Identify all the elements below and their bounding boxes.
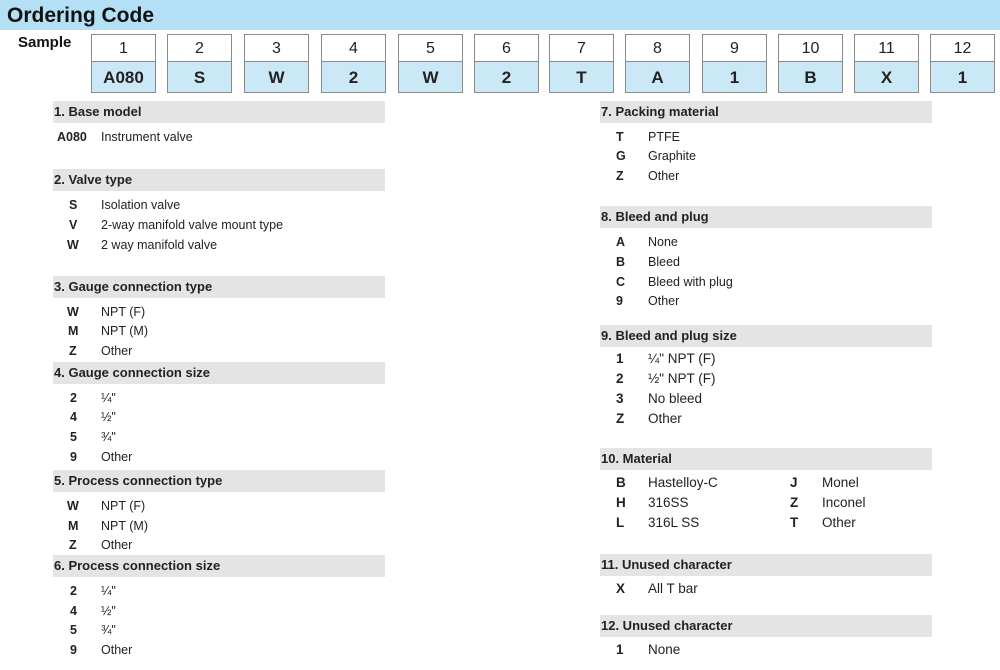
sample-box [778,34,843,93]
option-code: 2 [70,391,77,405]
option-description: Instrument valve [101,130,193,144]
section-heading: 2. Valve type [53,169,385,191]
sample-box [474,34,539,93]
option-description: None [648,235,678,249]
option-description: Graphite [648,149,696,163]
section-heading: 3. Gauge connection type [53,276,385,298]
sample-position: 10 [778,34,843,62]
option-description: PTFE [648,130,680,144]
option-description: ¼" [101,584,116,598]
option-code: T [616,130,624,144]
sample-value: 1 [702,62,767,93]
option-code: Z [616,169,624,183]
section-heading: 12. Unused character [600,615,932,637]
sample-position: 9 [702,34,767,62]
option-code: M [68,519,79,533]
option-code: A080 [57,130,87,144]
sample-position: 1 [91,34,156,62]
section-heading: 5. Process connection type [53,470,385,492]
sample-value: 1 [930,62,995,93]
option-description: Monel [822,475,859,490]
option-description: ½" NPT (F) [648,371,716,386]
sample-position: 3 [244,34,309,62]
sample-value: S [167,62,232,93]
sample-box [167,34,232,93]
option-description: 2 way manifold valve [101,238,218,252]
option-code: 4 [70,410,77,424]
option-description: NPT (M) [101,519,148,533]
option-code: 4 [70,604,77,618]
option-description: NPT (F) [101,305,146,319]
option-code: 2 [616,371,624,386]
option-description: 316L SS [648,515,700,530]
sample-position: 7 [549,34,614,62]
option-code: 9 [70,450,77,464]
option-description: ¼" NPT (F) [648,351,716,366]
option-description: ¼" [101,391,116,405]
sample-position: 11 [854,34,919,62]
option-code: W [67,499,79,513]
sample-value: 2 [474,62,539,93]
sample-value: B [778,62,843,93]
option-code: J [790,475,798,490]
section-heading: 11. Unused character [600,554,932,576]
option-description: No bleed [648,391,703,406]
sample-box [930,34,995,93]
sample-box [854,34,919,93]
option-code: Z [69,538,77,552]
sample-value: A080 [91,62,156,93]
sample-box [625,34,690,93]
option-code: T [790,515,799,530]
sample-value: W [398,62,463,93]
option-description: ½" [101,410,116,424]
sample-position: 2 [167,34,232,62]
option-code: M [68,324,79,338]
section-heading: 10. Material [600,448,932,470]
option-description: Isolation valve [101,198,181,212]
option-code: 9 [70,643,77,657]
option-description: Other [101,643,133,657]
section-heading: 1. Base model [53,101,385,123]
sample-value: A [625,62,690,93]
option-code: 1 [616,642,624,657]
sample-position: 4 [321,34,386,62]
option-description: Other [822,515,856,530]
sample-value: T [549,62,614,93]
option-code: 5 [70,430,77,444]
option-code: B [616,255,626,269]
option-description: Other [648,294,680,308]
option-code: V [69,218,78,232]
sample-position: 5 [398,34,463,62]
sample-box [702,34,767,93]
option-code: A [616,235,626,249]
option-code: 1 [616,351,624,366]
option-description: 2-way manifold valve mount type [101,218,284,232]
sample-box [321,34,386,93]
sample-value: W [244,62,309,93]
section-heading: 4. Gauge connection size [53,362,385,384]
sample-box [244,34,309,93]
section-heading: 9. Bleed and plug size [600,325,932,347]
section-heading: 7. Packing material [600,101,932,123]
section-heading: 8. Bleed and plug [600,206,932,228]
option-description: Bleed with plug [648,275,733,289]
option-description: All T bar [648,581,698,596]
option-description: Inconel [822,495,866,510]
option-description: Other [101,538,133,552]
option-description: NPT (F) [101,499,146,513]
sample-position: 8 [625,34,690,62]
option-description: Other [101,450,133,464]
option-code: S [69,198,78,212]
option-code: W [67,238,79,252]
option-code: 3 [616,391,624,406]
option-code: X [616,581,626,596]
option-description: 316SS [648,495,689,510]
option-code: Z [69,344,77,358]
option-description: Other [648,411,682,426]
page-title: Ordering Code [0,0,1000,30]
option-code: G [616,149,626,163]
option-code: B [616,475,626,490]
option-code: Z [790,495,799,510]
sample-label: Sample [18,34,72,51]
option-description: ¾" [101,623,116,637]
option-description: Other [101,344,133,358]
sample-box [91,34,156,93]
option-code: Z [616,411,625,426]
option-code: H [616,495,626,510]
sample-value: 2 [321,62,386,93]
option-code: L [616,515,625,530]
option-description: ½" [101,604,116,618]
option-description: None [648,642,681,657]
sample-value: X [854,62,919,93]
option-code: C [616,275,626,289]
sample-box [549,34,614,93]
option-description: Hastelloy-C [648,475,718,490]
option-description: ¾" [101,430,116,444]
option-code: W [67,305,79,319]
option-code: 5 [70,623,77,637]
sample-box [398,34,463,93]
option-description: NPT (M) [101,324,148,338]
sample-position: 12 [930,34,995,62]
sample-position: 6 [474,34,539,62]
option-code: 2 [70,584,77,598]
option-description: Other [648,169,680,183]
section-heading: 6. Process connection size [53,555,385,577]
option-description: Bleed [648,255,680,269]
option-code: 9 [616,294,623,308]
